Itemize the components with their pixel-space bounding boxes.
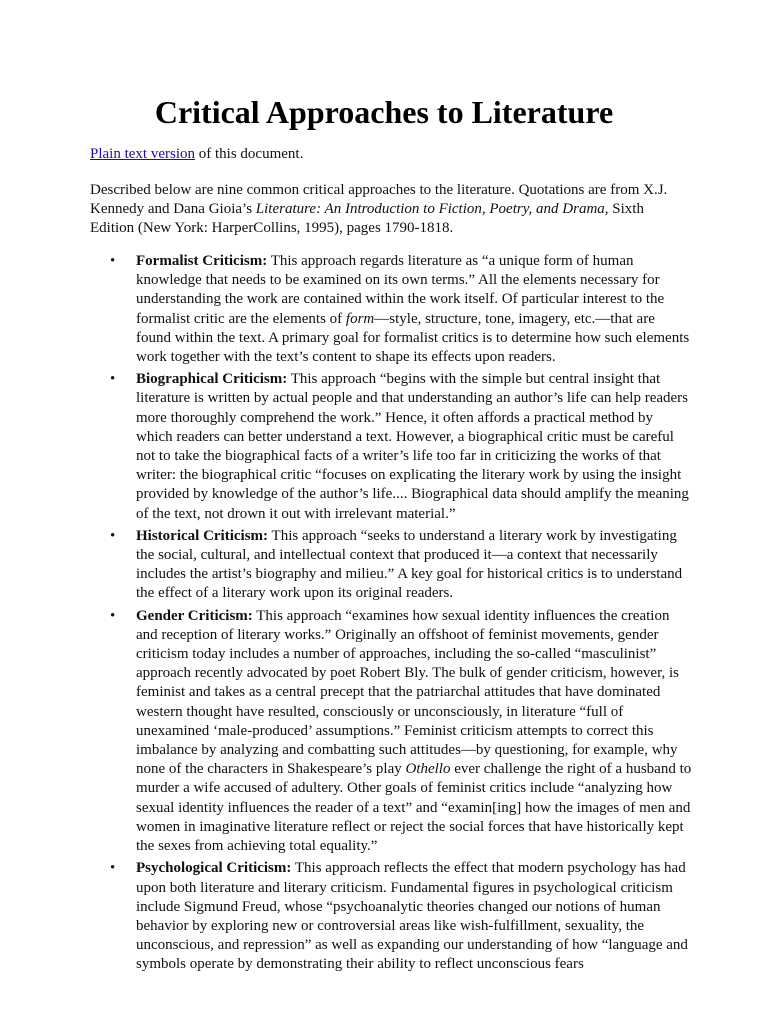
bullet-icon: • [110,527,116,544]
approach-italic: Othello [405,761,451,778]
approach-name: Biographical Criticism: [136,371,288,388]
approach-text-before: This approach regards literature as “a unique form of human knowledge that needs to be examined on its own terms.” All the elements necessary for understanding the work are contained within the work itself. Of particular interest to the formalist critic are the elements of [136,253,665,327]
plain-text-version-link[interactable]: Plain text version [90,146,195,162]
approach-item-historical [110,527,692,604]
approach-item-gender [110,607,692,857]
approach-text-after: ever challenge the right of a husband to murder a wife accused of adultery. Other goals of feminist critics include “analyzing how sexual identity influences the reader of a text” and “examin[ing] how the images of men and women in imaginative literature reflect or reject the social forces that have historically kept the sexes from achieving total equality.” [136,761,692,855]
approach-text-before: This approach “seeks to understand a literary work by investigating the social, cultural, and intellectual context that produced it—a context that necessarily includes the artist’s biography and milieu.” A key goal for historical critics is to understand the effect of a literary work upon its original readers. [136,527,683,602]
approach-item-formalist [110,252,692,367]
approach-text-before: This approach “begins with the simple but central insight that literature is written by actual people and that understanding an author’s life can help readers more thoroughly comprehend the work.” Hence, it often affords a practical method by which readers can better understand a text. However, a biographical critic must be careful not to take the biographical facts of a writer’s life too far in criticizing the works of that writer: the biographical critic “focuses on explicating the literary work by using the insight provided by knowledge of the author’s life.... Biographical data should amplify the meaning of the text, not drown it out with irrelevant material.” [136,371,689,522]
approach-name: Historical Criticism: [136,527,269,544]
plain-text-line [90,145,303,164]
approach-text-before: This approach “examines how sexual identity influences the creation and reception of literary works.” Originally an offshoot of feminist movements, gender criticism today includes a number of approaches, including the so-called “masculinist” approach recently advocated by poet Robert Bly. The bulk of gender criticism, however, is feminist and takes as a central precept that the patriarchal attitudes that have dominated western thought have resulted, consciously or unconsciously, in literature “full of unexamined ‘male-produced’ assumptions.” Feminist criticism attempts to correct this imbalance by analyzing and combatting such attitudes—by questioning, for example, why none of the characters in Shakespeare’s play [136,607,679,778]
approach-text-after: —style, structure, tone, imagery, etc.—that are found within the text. A primary goal for formalist critics is to determine how such elements work together with the text’s content to shape its effects upon readers. [136,310,690,366]
intro-paragraph [90,181,690,238]
approach-item-biographical [110,370,692,524]
approach-name: Psychological Criticism: [136,860,292,877]
approach-text-before: This approach reflects the effect that modern psychology has had upon both literature and literary criticism. Fundamental figures in psychological criticism include Sigmund Freud, whose “psychoanalytic theories changed our notions of human behavior by exploring new or controversial areas like wish-fulfillment, sexuality, the unconscious, and repression” as well as expanding our understanding of how “language and symbols operate by demonstrating their ability to reflect unconscious fears [136,860,688,973]
plain-text-suffix: of this document. [195,146,304,162]
approach-item-psychological [110,859,692,974]
bullet-icon: • [110,860,116,877]
approach-italic: form [345,310,375,327]
intro-text-part1: Described below are nine common critical approaches to the literature. Quotations are from X.J. Kennedy and Dana Gioia’s [90,182,668,217]
bullet-icon: • [110,253,116,269]
approaches-list [90,252,692,978]
bullet-icon: • [110,607,116,624]
intro-text-part2: , Sixth Edition (New York: HarperCollins, 1995), pages 1790-1818. [90,201,644,236]
bullet-icon: • [110,371,116,388]
intro-book-title: Literature: An Introduction to Fiction, Poetry, and Drama [255,201,605,217]
page-title: Critical Approaches to Literature [154,94,614,130]
approach-name: Gender Criticism: [136,607,253,624]
approach-name: Formalist Criticism: [136,253,268,269]
